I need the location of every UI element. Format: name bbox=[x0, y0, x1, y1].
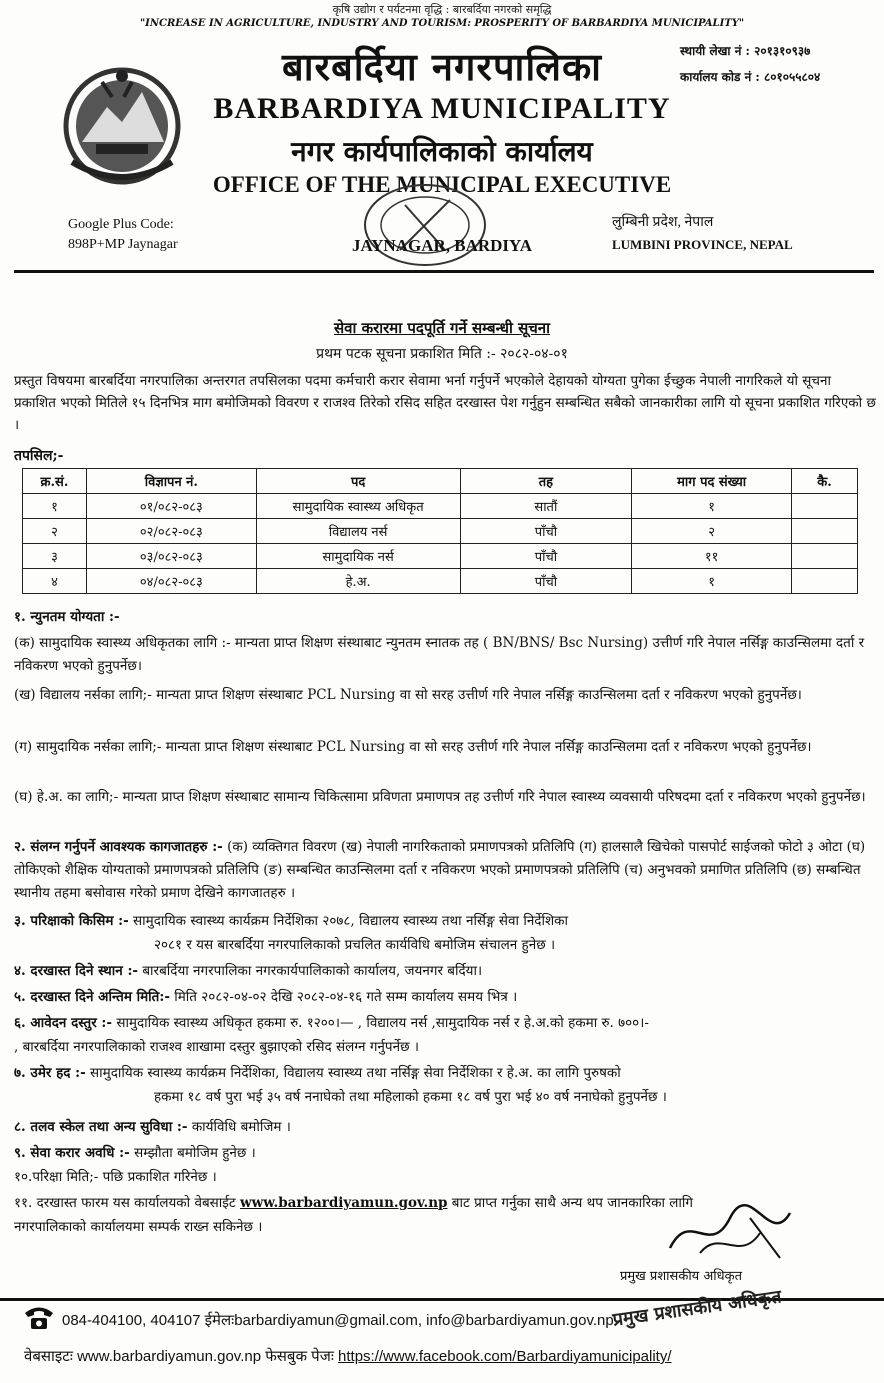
footer-website-link[interactable]: www.barbardiyamun.gov.np bbox=[77, 1348, 262, 1365]
col-header: क्र.सं. bbox=[23, 469, 87, 494]
section-1-gha: (घ) हे.अ. का लागि;- मान्यता प्राप्त शिक्षण संस्थाबाट सामान्य चिकित्सामा प्रविणता प्रमाणपत्र तह उत्तीर्ण गरि नेपाल स्वास्थ्य व्यवसायी परिषदमा दर्ता र नविकरण भएको हुनुपर्नेछ। bbox=[14, 789, 866, 805]
posts-table bbox=[22, 468, 858, 594]
table-row bbox=[23, 519, 858, 544]
cell: २ bbox=[632, 519, 792, 544]
section-5: ५. दरखास्त दिने अन्तिम मिति:- मिति २०८२-०४-०२ देखि २०८२-०४-१६ गते सम्म कार्यालय समय भित्र । bbox=[14, 989, 518, 1005]
section-1-kha: (ख) विद्यालय नर्सका लागि;- मान्यता प्राप्त शिक्षण संस्थाबाट PCL Nursing वा सो सरह उत्तीर्ण गरि नेपाल नर्सिङ्ग काउन्सिलमा दर्ता र नविकरण भएको हुनुपर्नेछ। bbox=[14, 687, 802, 703]
section-1-ka: (क) सामुदायिक स्वास्थ्य अधिकृतका लागि :- मान्यता प्राप्त शिक्षण संस्थाबाट न्युनतम स्नातक तह ( BN/BNS/ Bsc Nursing) उत्तीर्ण गरि नेपाल नर्सिङ्ग काउन्सिलमा दर्ता र नविकरण भएको हुनुपर्नेछ। bbox=[14, 635, 865, 674]
cell: सातौं bbox=[460, 494, 632, 519]
section-3: ३. परिक्षाको किसिम :- सामुदायिक स्वास्थ्य कार्यक्रम निर्देशिका २०७८, विद्यालय स्वास्थ्य तथा नर्सिङ्ग सेवा निर्देशिका bbox=[14, 913, 569, 929]
footer-web: वेबसाइटः www.barbardiyamun.gov.np फेसबुक पेजः https://www.facebook.com/Barbardiyamunicipality/ bbox=[24, 1348, 672, 1365]
cell: पाँचौ bbox=[460, 519, 632, 544]
office-address: JAYNAGAR, BARDIYA bbox=[351, 236, 533, 255]
cell: विद्यालय नर्स bbox=[256, 519, 460, 544]
notice-intro: प्रस्तुत विषयमा बारबर्दिया नगरपालिका अन्तरगत तपसिलका पदमा कर्मचारी करार सेवामा भर्ना गर्नुपर्ने भएकोले देहायको योग्यता पुगेका ईच्छुक नेपाली नागरिकले यो सूचना प्रकाशित भएको मितिले १५ दिनभित्र माग बमोजिमको विवरण र राजश्व तिरेको रसिद सहित दरखास्त पेश गर्नुहुन सम्बन्धित सबैको जानकारीका लागि यो सूचना प्रकाशित गरिएको छ । bbox=[14, 373, 876, 433]
cell: २ bbox=[23, 519, 87, 544]
tapasil-label: तपसिल;- bbox=[14, 448, 64, 464]
municipality-title-nepali: बारबर्दिया नगरपालिका bbox=[282, 44, 602, 89]
cell: ०४/०८२-०८३ bbox=[86, 569, 256, 594]
section-7-cont: हकमा १८ वर्ष पुरा भई ३५ वर्ष ननाघेको तथा महिलाको हकमा १८ वर्ष पुरा भई ४० वर्ष ननाघेको हुनुपर्नेछ । bbox=[154, 1089, 667, 1105]
cell: हे.अ. bbox=[256, 569, 460, 594]
section-11-cont: नगरपालिकाको कार्यालयमा सम्पर्क राख्न सकिनेछ । bbox=[14, 1219, 263, 1235]
col-header: विज्ञापन नं. bbox=[86, 469, 256, 494]
cell: ०२/०८२-०८३ bbox=[86, 519, 256, 544]
cell: ११ bbox=[632, 544, 792, 569]
footer-email-1[interactable]: barbardiyamun@gmail.com, bbox=[234, 1312, 422, 1329]
cell: ४ bbox=[23, 569, 87, 594]
cell: सामुदायिक नर्स bbox=[256, 544, 460, 569]
section-4: ४. दरखास्त दिने स्थान :- बारबर्दिया नगरपालिका नगरकार्यपालिकाको कार्यालय, जयनगर बर्दिया। bbox=[14, 963, 483, 979]
permanent-account-number: स्थायी लेखा नं : २०१३१०९३७ bbox=[680, 44, 811, 58]
website-link[interactable]: www.barbardiyamun.gov.np bbox=[240, 1195, 448, 1211]
cell: ०१/०८२-०८३ bbox=[86, 494, 256, 519]
notice-title: सेवा करारमा पदपूर्ति गर्ने सम्बन्धी सूचना bbox=[334, 319, 550, 337]
footer-contact: 084-404100, 404107 ईमेलःbarbardiyamun@gmail.com, info@barbardiyamun.gov.np bbox=[62, 1312, 614, 1329]
cell bbox=[792, 569, 858, 594]
cell: १ bbox=[632, 494, 792, 519]
section-3-cont: २०८१ र यस बारबर्दिया नगरपालिकाको प्रचलित कार्यविधि बमोजिम संचालन हुनेछ । bbox=[154, 937, 556, 953]
section-9: ९. सेवा करार अवधि :- सम्झौता बमोजिम हुनेछ । bbox=[14, 1145, 256, 1161]
header-divider bbox=[14, 270, 874, 273]
section-7: ७. उमेर हद :- सामुदायिक स्वास्थ्य कार्यक्रम निर्देशिका, विद्यालय स्वास्थ्य तथा नर्सिङ्ग सेवा निर्देशिका र हे.अ. का लागि पुरुषको bbox=[14, 1065, 621, 1081]
officer-title: प्रमुख प्रशासकीय अधिकृत bbox=[620, 1269, 743, 1284]
officer-stamp: प्रमुख प्रशासकीय अधिकृत bbox=[611, 1286, 783, 1331]
footer-email-2[interactable]: info@barbardiyamun.gov.np bbox=[426, 1312, 614, 1329]
col-header: पद bbox=[256, 469, 460, 494]
section-10: १०.परिक्षा मिति;- पछि प्रकाशित गरिनेछ । bbox=[14, 1169, 217, 1185]
cell: पाँचौ bbox=[460, 544, 632, 569]
table-row bbox=[23, 494, 858, 519]
section-11: ११. दरखास्त फारम यस कार्यालयको वेबसाईट www.barbardiyamun.gov.np बाट प्राप्त गर्नुका साथै अन्य थप जानकारिका लागि bbox=[14, 1195, 694, 1211]
section-8: ८. तलव स्केल तथा अन्य सुविधा :- कार्यविधि बमोजिम । bbox=[14, 1119, 291, 1135]
slogan-nepali: कृषि उद्योग र पर्यटनमा वृद्धि : बारबर्दिया नगरको समृद्धि bbox=[332, 3, 552, 16]
section-6-cont: , बारबर्दिया नगरपालिकाको राजश्व शाखामा दस्तुर बुझाएको रसिद संलग्न गर्नुपर्नेछ । bbox=[14, 1039, 419, 1055]
slogan-english: "INCREASE IN AGRICULTURE, INDUSTRY AND TOURISM: PROSPERITY OF BARBARDIYA MUNICIPALITY" bbox=[139, 18, 745, 29]
cell: पाँचौ bbox=[460, 569, 632, 594]
table-row bbox=[23, 569, 858, 594]
office-code: कार्यालय कोड नं : ८०१०५५८०४ bbox=[680, 70, 821, 84]
section-1-ga: (ग) सामुदायिक नर्सका लागि;- मान्यता प्राप्त शिक्षण संस्थाबाट PCL Nursing वा सो सरह उत्तीर्ण गरि नेपाल नर्सिङ्ग काउन्सिलमा दर्ता र नविकरण भएको हुनुपर्नेछ। bbox=[14, 739, 812, 755]
cell: ०३/०८२-०८३ bbox=[86, 544, 256, 569]
table-row bbox=[23, 544, 858, 569]
footer-phone: 084-404100, 404107 bbox=[62, 1312, 201, 1329]
cell: सामुदायिक स्वास्थ्य अधिकृत bbox=[256, 494, 460, 519]
municipality-title-english: BARBARDIYA MUNICIPALITY bbox=[213, 92, 671, 125]
cell bbox=[792, 519, 858, 544]
cell bbox=[792, 544, 858, 569]
phone-icon bbox=[22, 1304, 56, 1332]
office-title-english: OFFICE OF THE MUNICIPAL EXECUTIVE bbox=[212, 172, 672, 197]
footer-facebook-link[interactable]: https://www.facebook.com/Barbardiyamunicipality/ bbox=[338, 1348, 672, 1365]
table-header-row bbox=[23, 469, 858, 494]
col-header: कै. bbox=[792, 469, 858, 494]
col-header: तह bbox=[460, 469, 632, 494]
google-plus-code: Google Plus Code: 898P+MP Jaynagar bbox=[68, 217, 178, 252]
section-6: ६. आवेदन दस्तुर :- सामुदायिक स्वास्थ्य अधिकृत हकमा रु. १२००।— , विद्यालय नर्स ,सामुदायिक नर्स र हे.अ.को हकमा रु. ७००।- bbox=[14, 1015, 649, 1031]
cell bbox=[792, 494, 858, 519]
col-header: माग पद संख्या bbox=[632, 469, 792, 494]
section-1-title: १. न्युनतम योग्यता :- bbox=[14, 609, 120, 625]
office-stamp-icon bbox=[350, 180, 500, 270]
cell: १ bbox=[23, 494, 87, 519]
cell: ३ bbox=[23, 544, 87, 569]
cell: १ bbox=[632, 569, 792, 594]
publish-date: प्रथम पटक सूचना प्रकाशित मिति :- २०८२-०४-०१ bbox=[316, 346, 568, 362]
section-2: २. संलग्न गर्नुपर्ने आवश्यक कागजातहरु :- (क) व्यक्तिगत विवरण (ख) नेपाली नागरिकताको प्रमाणपत्रको प्रतिलिपि (ग) हालसालै खिचेको पासपोर्ट साईजको फोटो ३ ओटा (घ) तोकिएको शैक्षिक योग्यताको प्रमाणपत्रको प्रतिलिपि (ङ) सम्बन्धित काउन्सिलमा दर्ता र नविकरण भएको प्रमाणपत्रको प्रतिलिपि (च) अनुभवको प्रमाणित प्रतिलिपि (छ) सम्बन्धित स्थानीय तहमा बसोवास गरेको प्रमाण देखिने कागजातहरु । bbox=[14, 839, 866, 901]
signature-icon bbox=[660, 1198, 800, 1268]
office-title-nepali: नगर कार्यपालिकाको कार्यालय bbox=[291, 135, 593, 168]
province: लुम्बिनी प्रदेश, नेपाल LUMBINI PROVINCE, NEPAL bbox=[612, 215, 793, 252]
